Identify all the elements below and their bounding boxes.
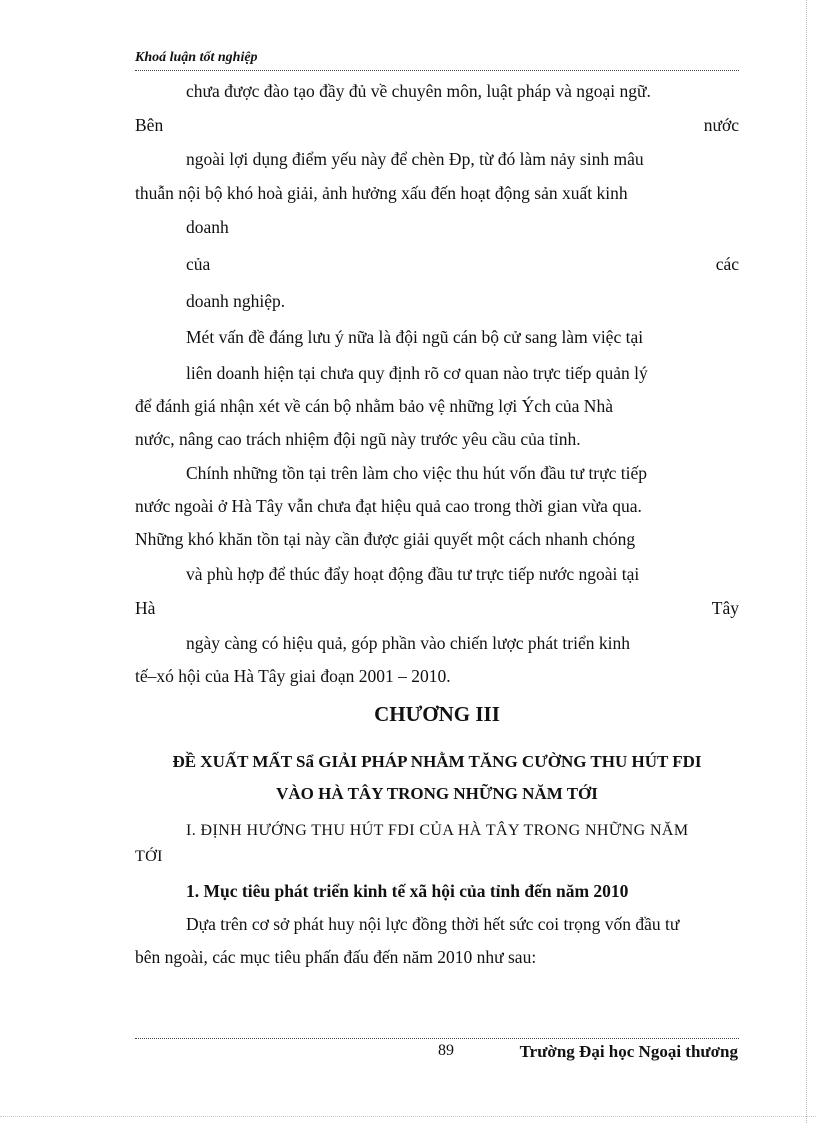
page-edge-vertical: [806, 0, 807, 1123]
subsection-heading: 1. Mục tiêu phát triển kinh tế xã hội của tỉnh đến năm 2010: [186, 881, 629, 901]
footer-school-name: Trường Đại học Ngoại thương: [519, 1042, 738, 1061]
chapter-number: CHƯƠNG III: [374, 702, 500, 726]
page-number: 89: [438, 1042, 454, 1059]
chapter-title-line-2: VÀO HÀ TÂY TRONG NHỮNG NĂM TỚI: [276, 784, 598, 803]
body-line: chưa được đào tạo đầy đủ về chuyên môn, luật pháp và ngoại ngữ.: [186, 81, 651, 101]
line-word-left: của: [186, 254, 211, 274]
chapter-title-line-1: ĐỀ XUẤT MẤT Sẩ GIẢI PHÁP NHẰM TĂNG CƯỜNG THU HÚT FDI: [172, 752, 702, 771]
footer-divider: [135, 1038, 739, 1039]
line-word-right: nước: [703, 115, 739, 135]
line-word-right: Tây: [711, 598, 739, 618]
body-line: Những khó khăn tồn tại này cần được giải quyết một cách nhanh chóng: [135, 529, 636, 549]
body-line: ngoài lợi dụng điểm yếu này để chèn Đp, từ đó làm nảy sinh mâu: [186, 149, 644, 169]
body-line: và phù hợp để thúc đẩy hoạt động đầu tư trực tiếp nước ngoài tại: [186, 564, 640, 584]
running-header: Khoá luận tốt nghiệp: [135, 50, 258, 65]
header-divider: [135, 70, 739, 71]
section-heading: I. ĐỊNH HƯỚNG THU HÚT FDI CỦA HÀ TÂY TRONG NHỮNG NĂM: [186, 822, 689, 839]
body-line: bên ngoài, các mục tiêu phấn đấu đến năm 2010 như sau:: [135, 947, 537, 967]
body-line: nước ngoài ở Hà Tây vẫn chưa đạt hiệu quả cao trong thời gian vừa qua.: [135, 496, 642, 516]
body-line-justified: [135, 114, 739, 136]
body-line: để đánh giá nhận xét về cán bộ nhằm bảo vệ những lợi Ých của Nhà: [135, 396, 613, 416]
section-heading-continued: TỚI: [135, 848, 163, 865]
page-edge-horizontal: [0, 1116, 816, 1117]
body-line: nước, nâng cao trách nhiệm đội ngũ này trước yêu cầu của tỉnh.: [135, 429, 581, 449]
body-line-justified: [186, 253, 739, 275]
line-word-left: Bên: [135, 115, 164, 135]
line-word-left: Hà: [135, 598, 156, 618]
body-line: doanh nghiệp.: [186, 291, 286, 311]
body-line: Mét vấn đề đáng lưu ý nữa là đội ngũ cán bộ cử sang làm việc tại: [186, 327, 644, 347]
body-line: ngày càng có hiệu quả, góp phần vào chiến lược phát triển kinh: [186, 633, 630, 653]
body-line: Chính những tồn tại trên làm cho việc thu hút vốn đầu tư trực tiếp: [186, 463, 648, 483]
line-word-right: các: [715, 254, 739, 274]
body-line-justified: [135, 597, 739, 619]
body-line: doanh: [186, 217, 229, 237]
body-line: thuẫn nội bộ khó hoà giải, ảnh hưởng xấu đến hoạt động sản xuất kinh: [135, 183, 628, 203]
body-line: liên doanh hiện tại chưa quy định rõ cơ quan nào trực tiếp quản lý: [186, 363, 648, 383]
body-line: Dựa trên cơ sở phát huy nội lực đồng thời hết sức coi trọng vốn đầu tư: [186, 914, 680, 934]
body-line: tế–xó hội của Hà Tây giai đoạn 2001 – 2010.: [135, 666, 451, 686]
